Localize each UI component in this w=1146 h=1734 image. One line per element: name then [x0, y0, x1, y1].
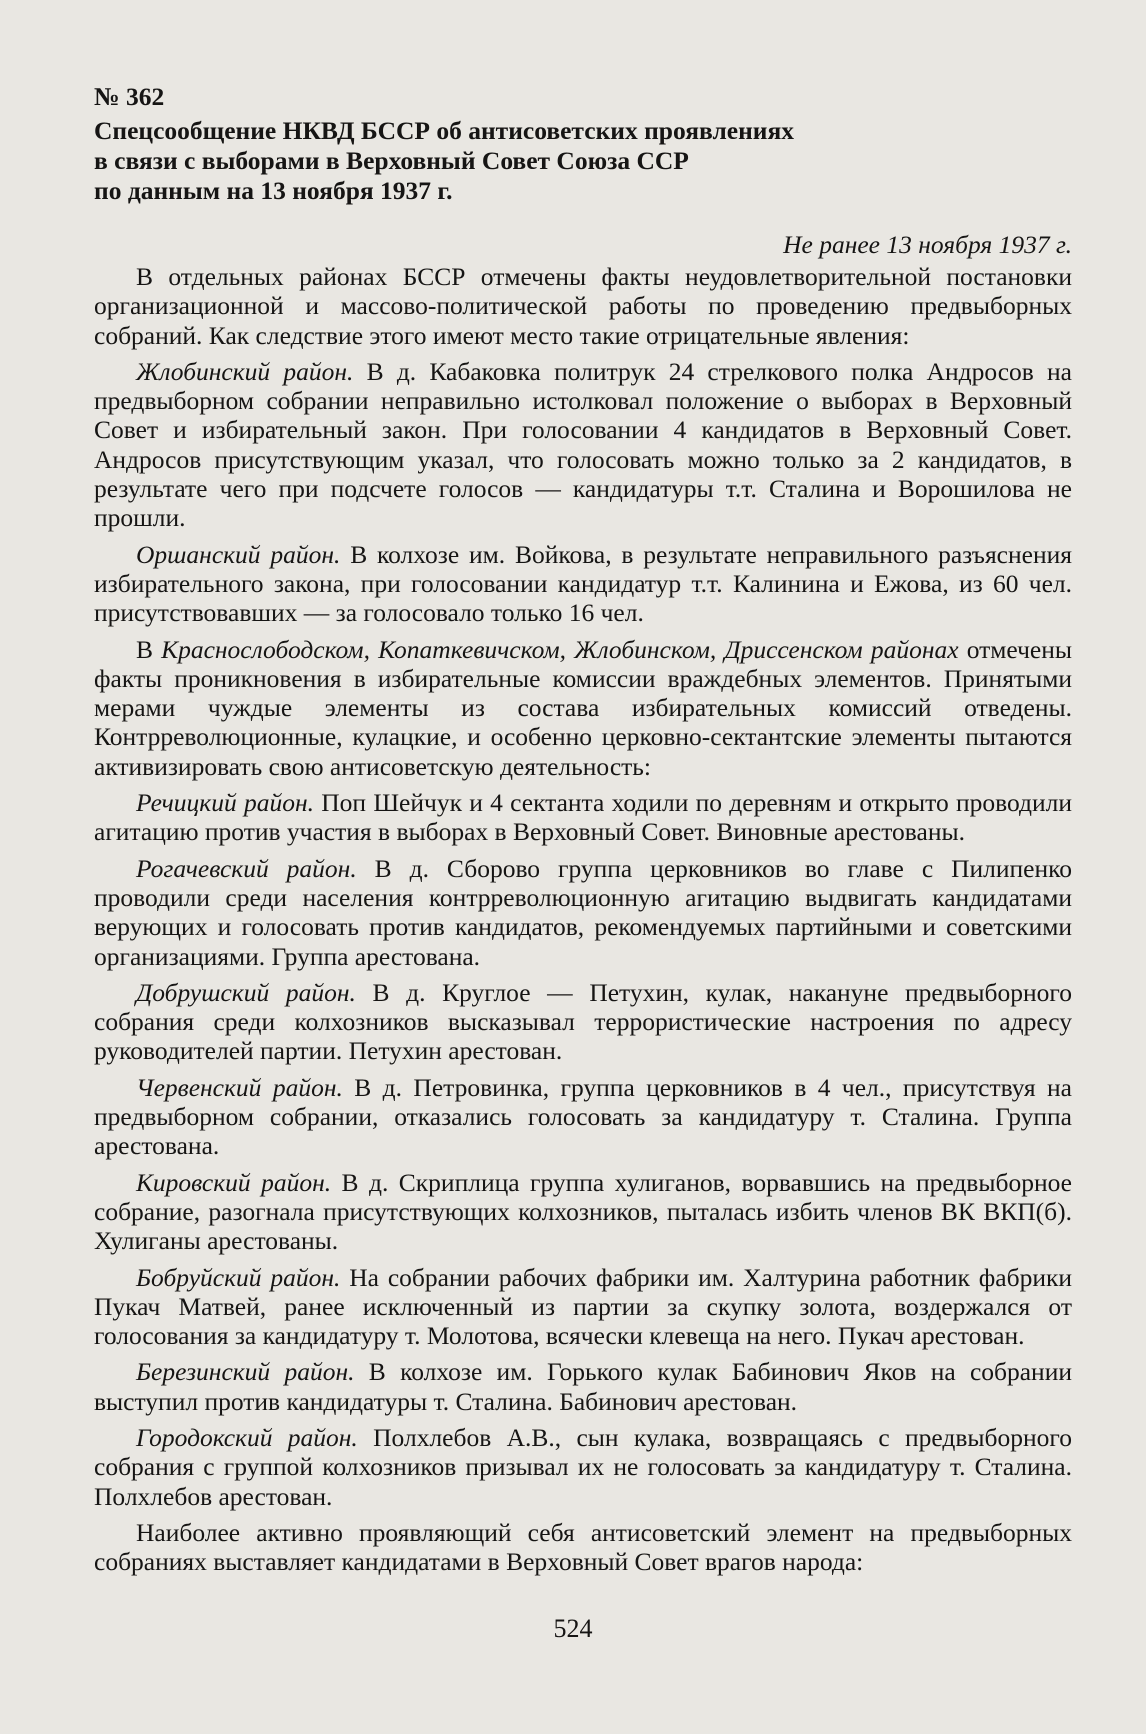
- district-name: Березинский район.: [136, 1357, 355, 1387]
- paragraph-text: В д. Сборово группа церковников во главе с Пилипенко проводили среди населения контрреволюционную агитацию выдвигать кандидатами верующих и голосовать против кандидатов, рекомендуемых партийными и советскими организациями. Группа арестована.: [94, 853, 1072, 971]
- paragraph-text: В д. Скриплица группа хулиганов, ворвавшись на предвыборное собрание, разогнала присутствующих колхозников, пыталась избить членов ВК ВКП(б). Хулиганы арестованы.: [94, 1167, 1072, 1256]
- district-name: Червенский район.: [136, 1072, 343, 1102]
- district-name: Жлобинский район.: [136, 356, 354, 386]
- paragraph-text: На собрании рабочих фабрики им. Халтурина работник фабрики Пукач Матвей, ранее исключенный из партии за скупку золота, воздержался от голосования за кандидатуру т. Молотова, всячески клевеща на него. Пукач арестован.: [94, 1262, 1072, 1351]
- paragraph-zhlobin: [94, 357, 1072, 533]
- paragraph-orsha: [94, 540, 1072, 628]
- district-name: Краснослободском, Копаткевичском, Жлобинском, Дриссенском районах: [161, 634, 959, 664]
- district-name: Рогачевский район.: [136, 853, 357, 883]
- paragraph-bobruisk: [94, 1263, 1072, 1351]
- paragraph-text: Поп Шейчук и 4 сектанта ходили по деревням и открыто проводили агитацию против участия в выборах в Верховный Совет. Виновные арестованы.: [94, 788, 1072, 847]
- document-title-line-2: в связи с выборами в Верховный Совет Союза ССР: [94, 146, 689, 175]
- paragraph-text: В колхозе им. Горького кулак Бабинович Яков на собрании выступил против кандидатуры т. Сталина. Бабинович арестован.: [94, 1357, 1072, 1416]
- paragraph-text: В д. Петровинка, группа церковников в 4 чел., присутствуя на предвыборном собрании, отказались голосовать за кандидатуру т. Сталина. Группа арестована.: [94, 1072, 1072, 1161]
- district-name: Оршанский район.: [136, 539, 341, 569]
- document-body: [94, 262, 1072, 1583]
- paragraph-dobrush: [94, 978, 1072, 1066]
- document-title-line-3: по данным на 13 ноября 1937 г.: [94, 176, 453, 205]
- paragraph-text: отмечены факты проникновения в избирательные комиссии враждебных элементов. Принятыми мерами чуждые элементы из состава избирательных комиссий отведены. Контрреволюционные, кулацкие, и особенно церковно-сектантские элементы пытаются активизировать свою антисоветскую деятельность:: [94, 634, 1072, 781]
- paragraph-berezino: [94, 1357, 1072, 1416]
- paragraph-rechitsa: [94, 788, 1072, 847]
- district-name: Бобруйский район.: [136, 1262, 341, 1292]
- paragraph-kirovsk: [94, 1168, 1072, 1256]
- paragraph-text: В колхозе им. Войкова, в результате неправильного разъяснения избирательного закона, при голосовании кандидатур т.т. Калинина и Ежова, из 60 чел. присутствовавших — за голосовало только 16 чел.: [94, 539, 1072, 628]
- paragraph-lead: В: [136, 634, 162, 664]
- intro-paragraph: В отдельных районах БССР отмечены факты неудовлетворительной постановки организационной и массово-политической работы по проведению предвыборных собраний. Как следствие этого имеют место такие отрицательные явления:: [94, 262, 1072, 350]
- document-title-line-1: Спецсообщение НКВД БССР об антисоветских проявлениях: [94, 116, 795, 145]
- paragraph-text: Полхлебов А.В., сын кулака, возвращаясь с предвыборного собрания с группой колхозников призывал их не голосовать за кандидатуру т. Сталина. Полхлебов арестован.: [94, 1422, 1072, 1511]
- closing-paragraph: Наиболее активно проявляющий себя антисоветский элемент на предвыборных собраниях выставляет кандидатами в Верховный Совет врагов народа:: [94, 1517, 1072, 1577]
- page-number: 524: [553, 1614, 593, 1643]
- paragraph-rogachev: [94, 854, 1072, 971]
- paragraph-cherven: [94, 1073, 1072, 1161]
- paragraph-text: В д. Круглое — Петухин, кулак, накануне предвыборного собрания среди колхозников высказывал террористические настроения по адресу руководителей партии. Петухин арестован.: [94, 977, 1073, 1066]
- document-number: № 362: [94, 82, 165, 111]
- paragraph-commissions: [94, 635, 1072, 781]
- district-name: Кировский район.: [136, 1167, 332, 1197]
- paragraph-gorodok: [94, 1423, 1072, 1511]
- document-header: [94, 82, 874, 206]
- district-name: Городокский район.: [136, 1422, 358, 1452]
- document-date: Не ранее 13 ноября 1937 г.: [783, 230, 1072, 259]
- district-name: Речицкий район.: [136, 788, 315, 818]
- district-name: Добрушский район.: [136, 977, 356, 1007]
- paragraph-text: В д. Кабаковка политрук 24 стрелкового полка Андросов на предвыборном собрании неправильно истолковал положение о выборах в Верховный Совет и избирательный закон. При голосовании 4 кандидатов в Верховный Совет. Андросов присутствующим указал, что голосовать можно только за 2 кандидатов, в результате чего при подсчете голосов — кандидатуры т.т. Сталина и Ворошилова не прошли.: [94, 356, 1072, 533]
